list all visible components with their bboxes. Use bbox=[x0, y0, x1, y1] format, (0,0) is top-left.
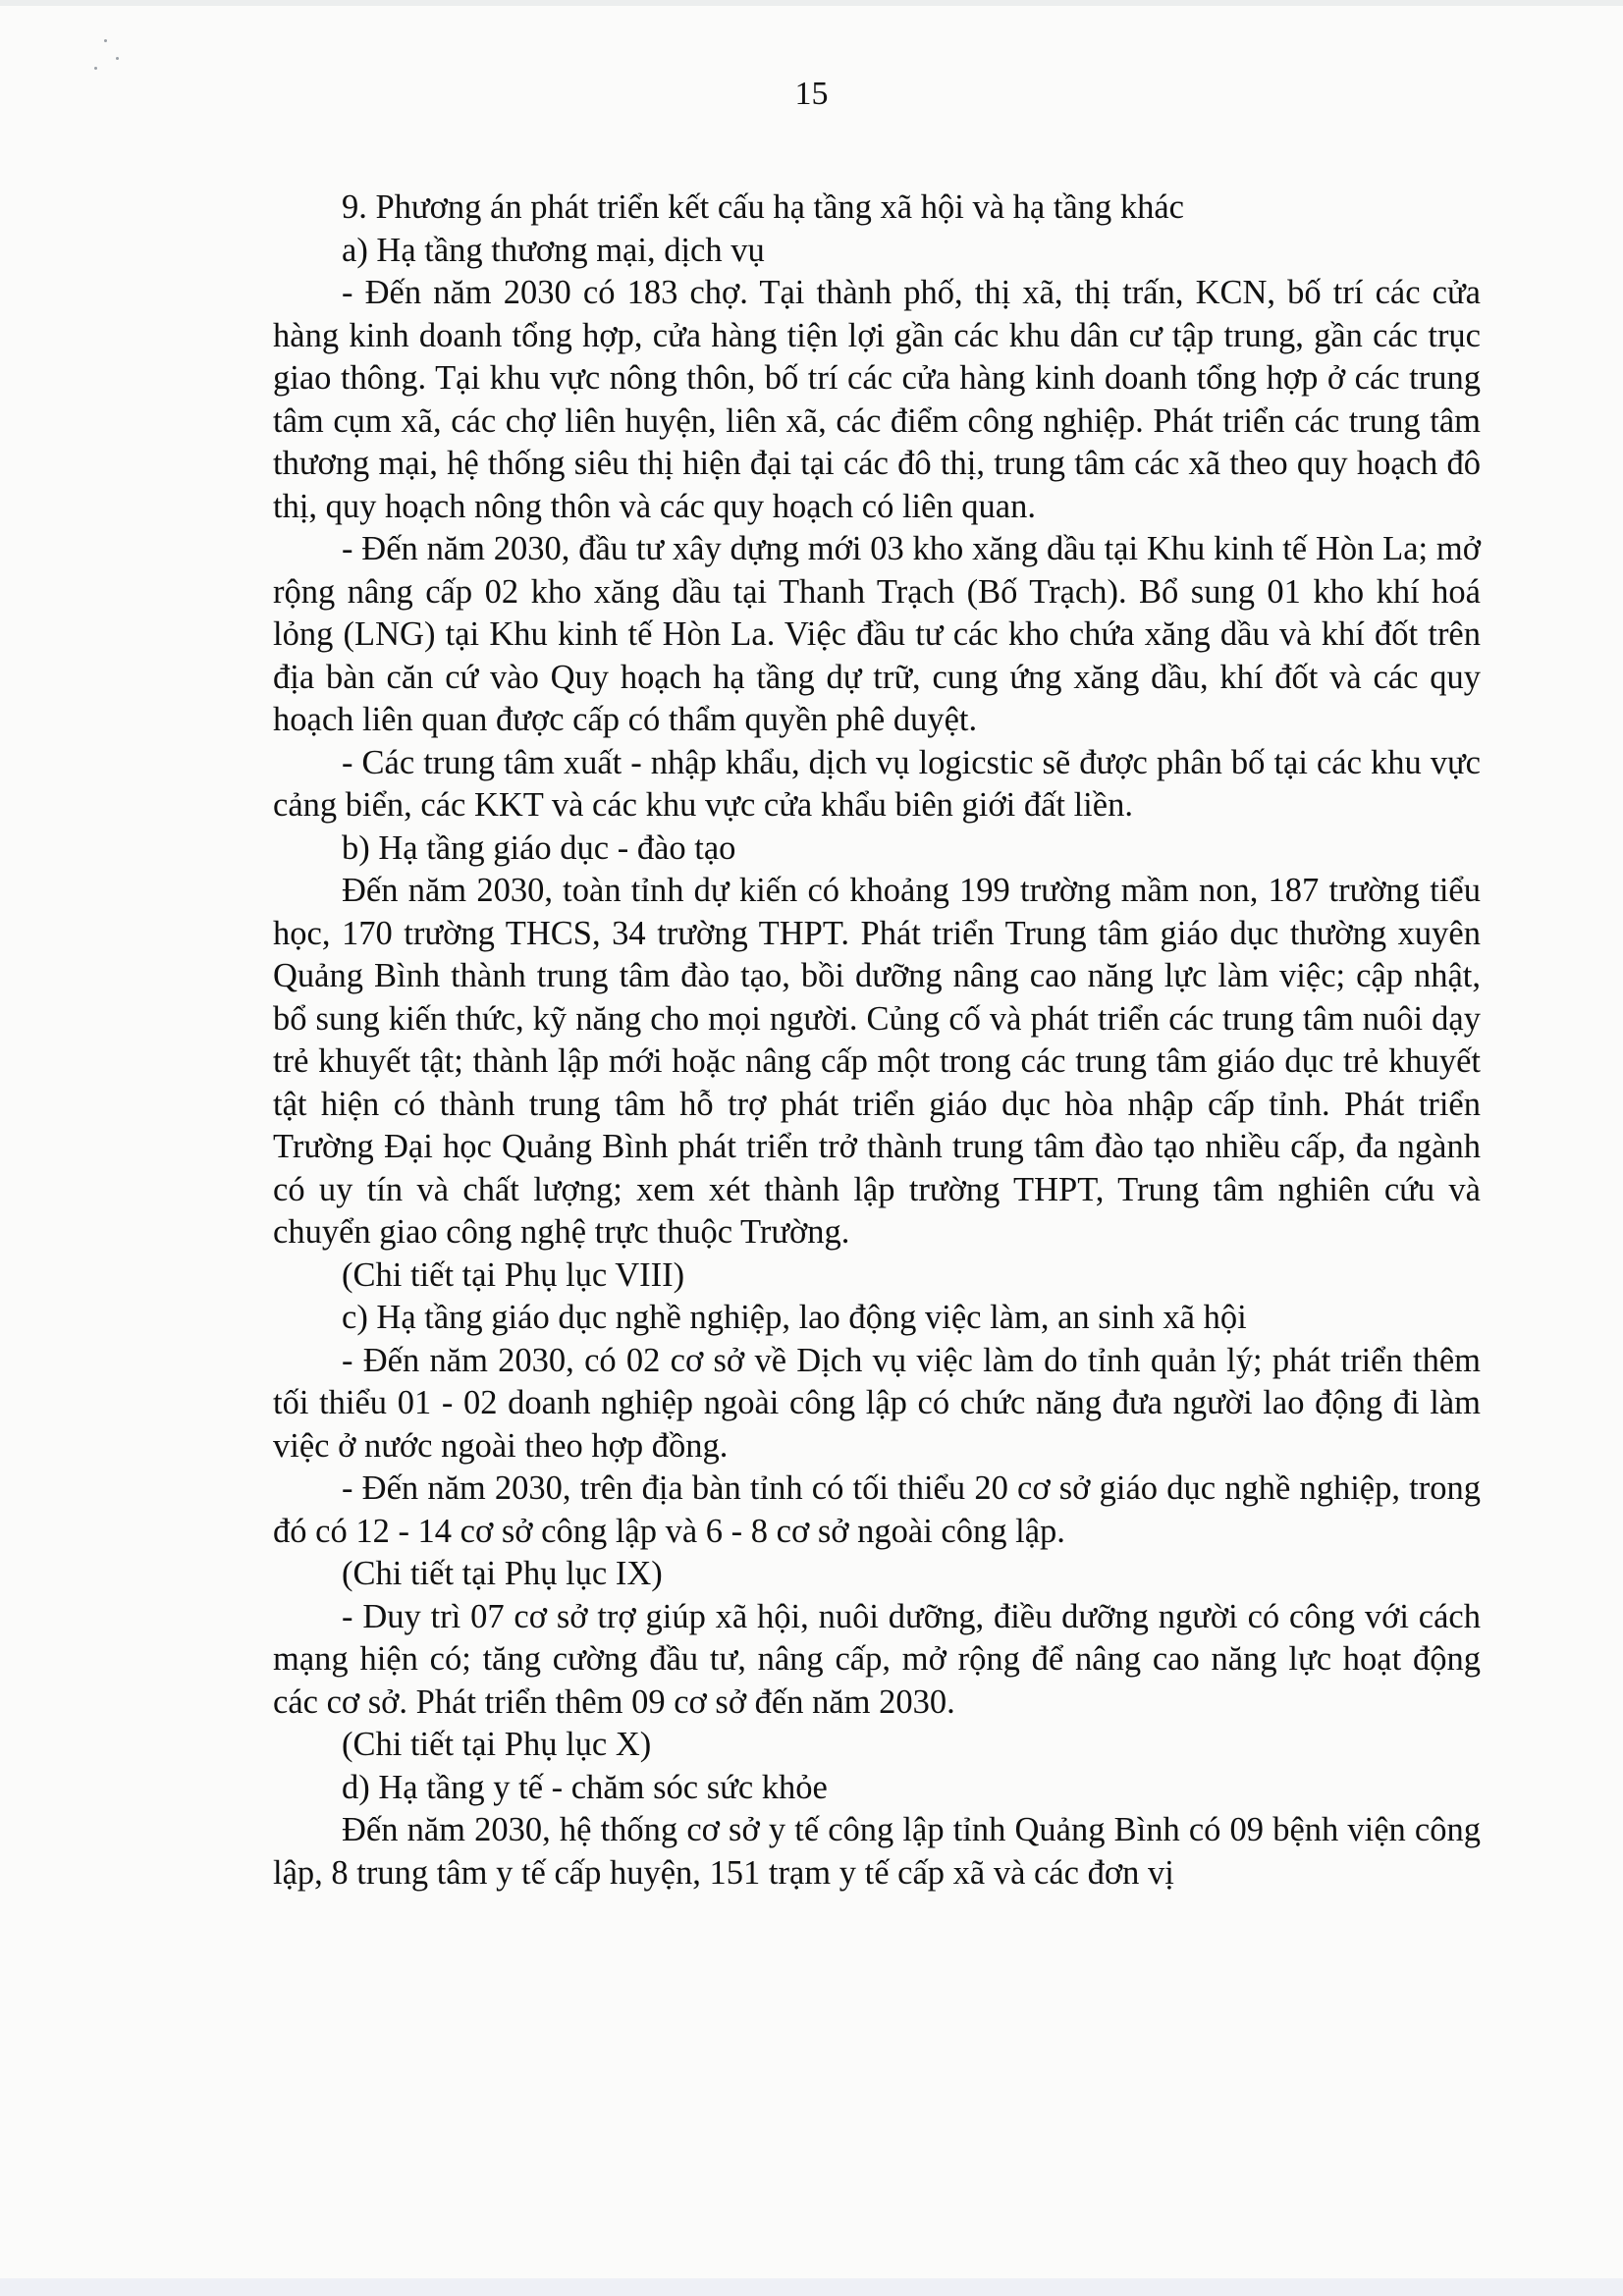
paragraph: - Đến năm 2030, đầu tư xây dựng mới 03 kho xăng dầu tại Khu kinh tế Hòn La; mở rộng nâng cấp 02 kho xăng dầu tại Thanh Trạch (Bố Trạch). Bổ sung 01 kho khí hoá lỏng (LNG) tại Khu kinh tế Hòn La. Việc đầu tư các kho chứa xăng dầu và khí đốt trên địa bàn căn cứ vào Quy hoạch hạ tầng dự trữ, cung ứng xăng dầu, khí đốt và các quy hoạch liên quan được cấp có thẩm quyền phê duyệt. bbox=[273, 530, 1481, 738]
appendix-reference: (Chi tiết tại Phụ lục X) bbox=[342, 1726, 652, 1763]
appendix-reference: (Chi tiết tại Phụ lục VIII) bbox=[342, 1255, 685, 1294]
paragraph: - Duy trì 07 cơ sở trợ giúp xã hội, nuôi dưỡng, điều dưỡng người có công với cách mạng hiện có; tăng cường đầu tư, nâng cấp, mở rộng để nâng cao năng lực hoạt động các cơ sở. Phát triển thêm 09 cơ sở đến năm 2030. bbox=[273, 1597, 1481, 1721]
document-body bbox=[273, 187, 1481, 1895]
scan-top-edge bbox=[0, 0, 1623, 6]
paragraph: Đến năm 2030, toàn tỉnh dự kiến có khoảng 199 trường mầm non, 187 trường tiểu học, 170 trường THCS, 34 trường THPT. Phát triển Trung tâm giáo dục thường xuyên Quảng Bình thành trung tâm đào tạo, bồi dưỡng nâng cao năng lực làm việc; cập nhật, bổ sung kiến thức, kỹ năng cho mọi người. Củng cố và phát triển các trung tâm nuôi dạy trẻ khuyết tật; thành lập mới hoặc nâng cấp một trong các trung tâm giáo dục trẻ khuyết tật hiện có thành trung tâm hỗ trợ phát triển giáo dục hòa nhập cấp tỉnh. Phát triển Trường Đại học Quảng Bình phát triển trở thành trung tâm đào tạo nhiều cấp, đa ngành có uy tín và chất lượng; xem xét thành lập trường THPT, Trung tâm nghiên cứu và chuyển giao công nghệ trực thuộc Trường. bbox=[273, 872, 1481, 1251]
paragraph: - Đến năm 2030, có 02 cơ sở về Dịch vụ việc làm do tỉnh quản lý; phát triển thêm tối thiểu 01 - 02 doanh nghiệp ngoài công lập có chức năng đưa người lao động đi làm việc ở nước ngoài theo hợp đồng. bbox=[273, 1341, 1481, 1465]
paragraph: - Đến năm 2030 có 183 chợ. Tại thành phố, thị xã, thị trấn, KCN, bố trí các cửa hàng kinh doanh tổng hợp, cửa hàng tiện lợi gần các khu dân cư tập trung, gần các trục giao thông. Tại khu vực nông thôn, bố trí các cửa hàng kinh doanh tổng hợp ở các trung tâm cụm xã, các chợ liên huyện, liên xã, các điểm công nghiệp. Phát triển các trung tâm thương mại, hệ thống siêu thị hiện đại tại các đô thị, trung tâm các xã theo quy hoạch đô thị, quy hoạch nông thôn và các quy hoạch có liên quan. bbox=[273, 274, 1481, 525]
subsection-heading: b) Hạ tầng giáo dục - đào tạo bbox=[342, 828, 736, 867]
subsection-heading: a) Hạ tầng thương mại, dịch vụ bbox=[342, 231, 765, 269]
scan-speck bbox=[104, 39, 107, 42]
paragraph: Đến năm 2030, hệ thống cơ sở y tế công lập tỉnh Quảng Bình có 09 bệnh viện công lập, 8 trung tâm y tế cấp huyện, 151 trạm y tế cấp xã và các đơn vị bbox=[273, 1811, 1481, 1892]
section-heading: 9. Phương án phát triển kết cấu hạ tầng xã hội và hạ tầng khác bbox=[342, 188, 1184, 226]
paragraph: - Các trung tâm xuất - nhập khẩu, dịch vụ logicstic sẽ được phân bố tại các khu vực cảng biển, các KKT và các khu vực cửa khẩu biên giới đất liền. bbox=[273, 743, 1481, 824]
scan-bottom-edge bbox=[0, 2278, 1623, 2296]
subsection-heading: c) Hạ tầng giáo dục nghề nghiệp, lao động việc làm, an sinh xã hội bbox=[342, 1299, 1247, 1336]
scan-speck bbox=[116, 57, 119, 60]
page-number: 15 bbox=[794, 76, 829, 112]
appendix-reference: (Chi tiết tại Phụ lục IX) bbox=[342, 1555, 663, 1592]
scan-speck bbox=[94, 67, 97, 70]
subsection-heading: d) Hạ tầng y tế - chăm sóc sức khỏe bbox=[342, 1768, 828, 1806]
paragraph: - Đến năm 2030, trên địa bàn tỉnh có tối thiểu 20 cơ sở giáo dục nghề nghiệp, trong đó có 12 - 14 cơ sở công lập và 6 - 8 cơ sở ngoài công lập. bbox=[273, 1469, 1481, 1550]
